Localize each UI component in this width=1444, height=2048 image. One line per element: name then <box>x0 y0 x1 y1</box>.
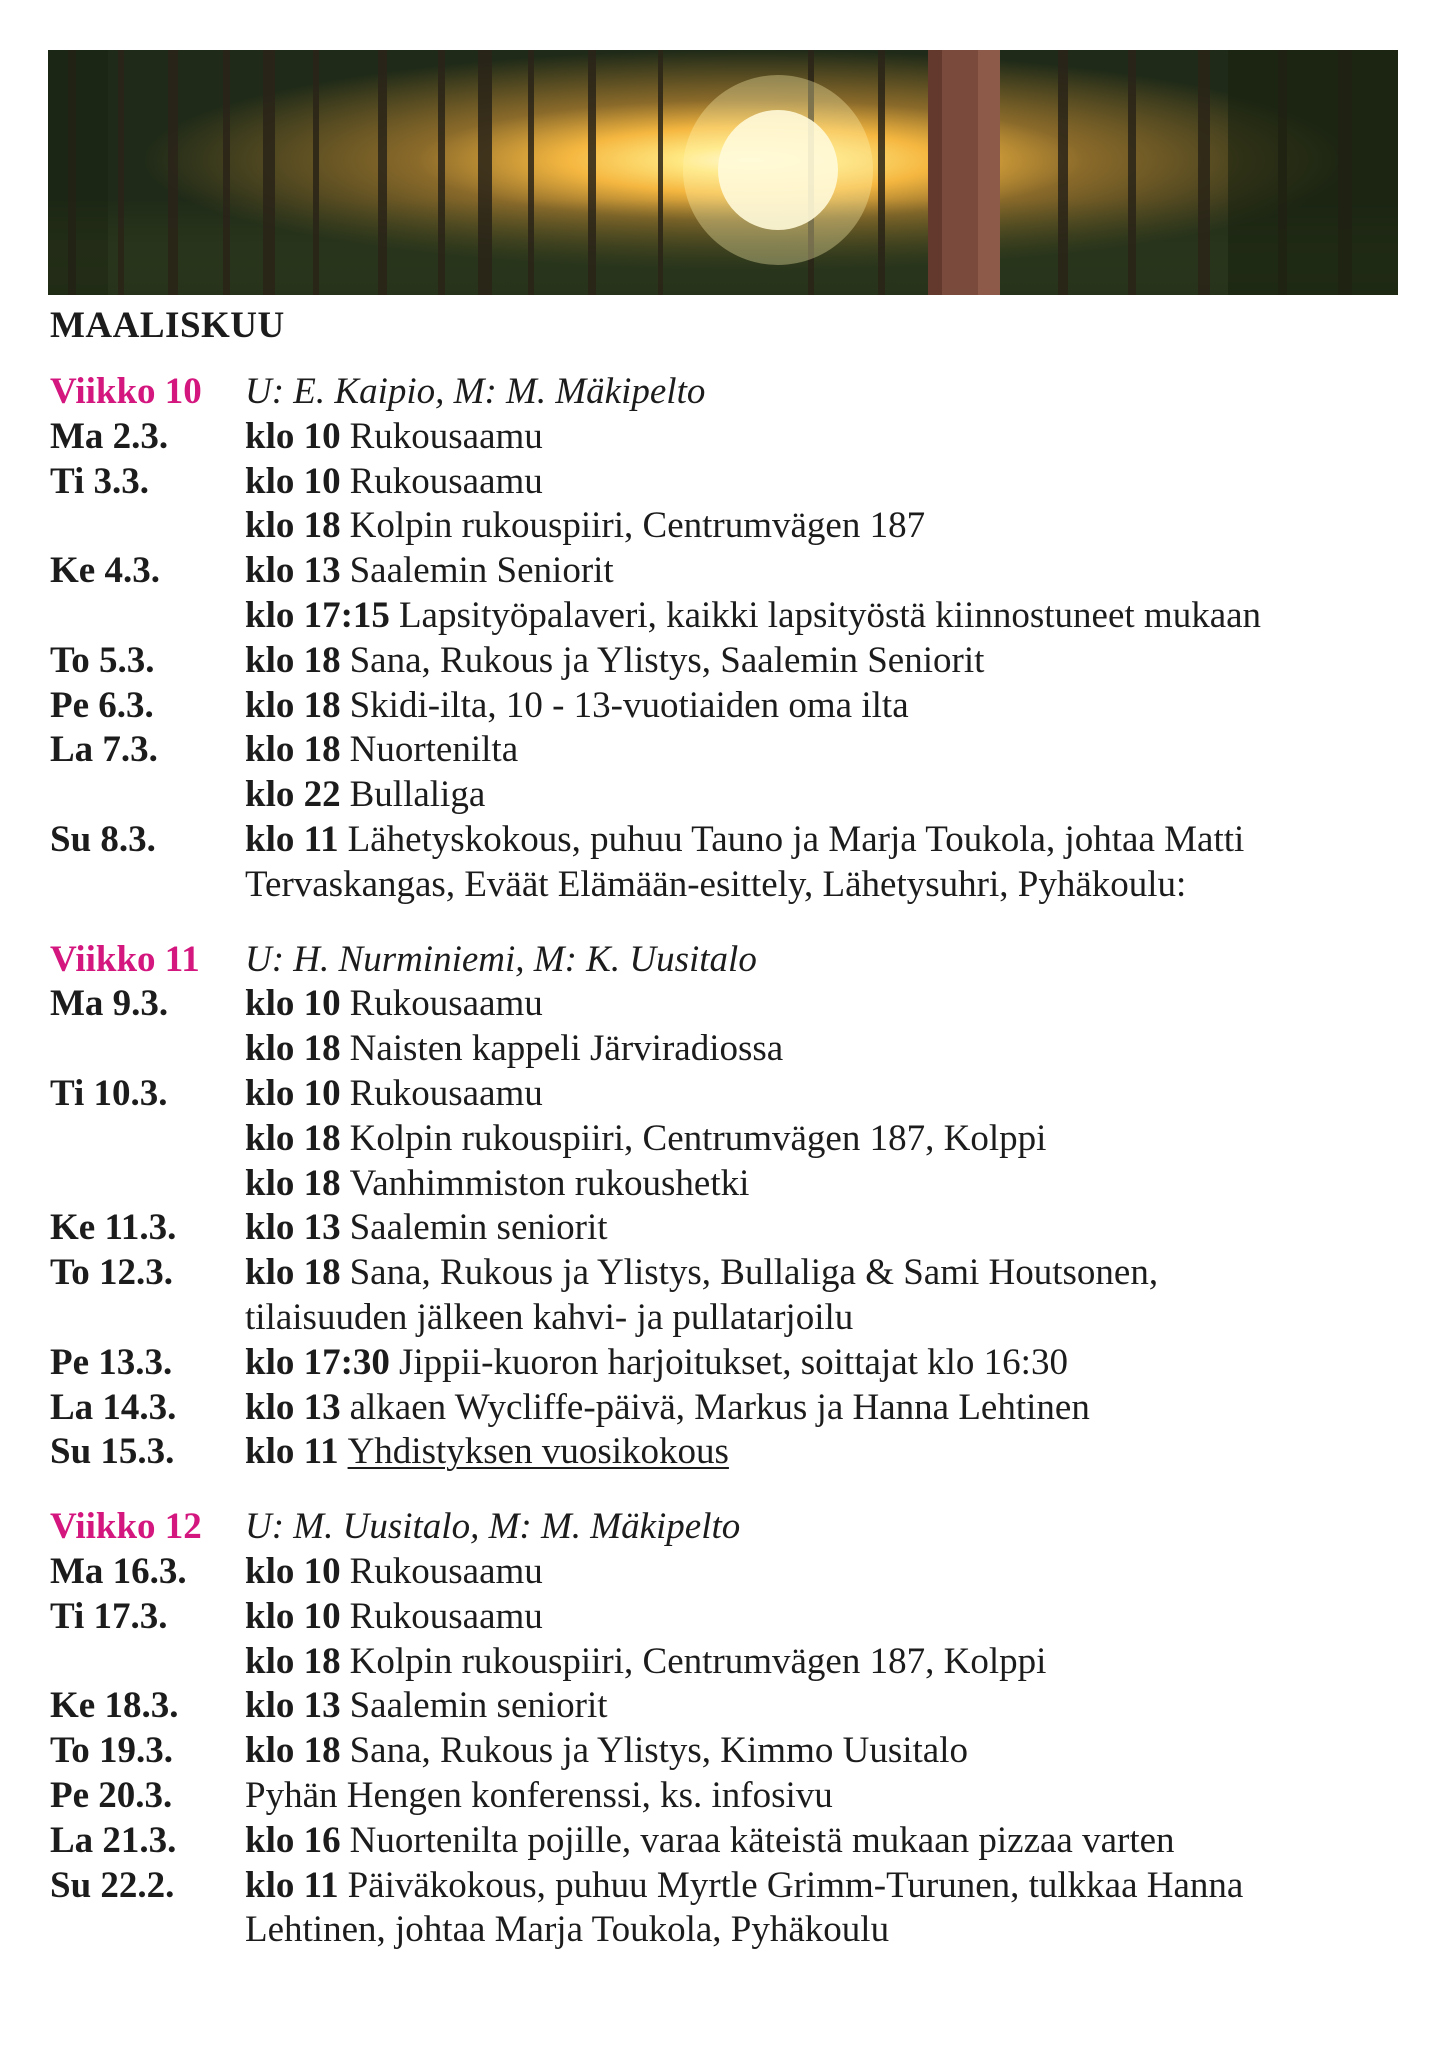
event-time: klo 17:15 <box>245 594 390 636</box>
event-link[interactable]: Yhdistyksen vuosikokous <box>347 1431 729 1473</box>
event-entry <box>245 1206 1410 1251</box>
event-entry <box>245 549 1410 594</box>
event-entry <box>245 818 1410 863</box>
day-label: To 12.3. <box>50 1252 174 1294</box>
event-time: klo 22 <box>245 774 341 816</box>
event-entry <box>245 1386 1410 1431</box>
week-block <box>50 1505 1410 1953</box>
event-text-continued: tilaisuuden jälkeen kahvi- ja pullatarjoilu <box>245 1296 854 1338</box>
event-row <box>50 1774 1410 1819</box>
event-time: klo 11 <box>245 1864 339 1906</box>
event-time: klo 13 <box>245 1207 341 1249</box>
week-block <box>50 938 1410 1476</box>
event-text: Rukousaamu <box>349 1595 543 1637</box>
event-text: alkaen Wycliffe-päivä, Markus ja Hanna Lehtinen <box>349 1386 1090 1428</box>
event-entry <box>245 1684 1410 1729</box>
event-row <box>50 982 1410 1027</box>
event-text: Lapsityöpalaveri, kaikki lapsityöstä kiinnostuneet mukaan <box>398 594 1262 636</box>
event-text: Sana, Rukous ja Ylistys, Kimmo Uusitalo <box>349 1730 968 1772</box>
week-label: Viikko 10 <box>50 371 202 412</box>
event-text: Saalemin Seniorit <box>349 550 614 592</box>
event-text: Rukousaamu <box>349 1550 543 1592</box>
event-row <box>50 1251 1410 1296</box>
week-header <box>50 370 1410 415</box>
day-label: To 19.3. <box>50 1730 174 1772</box>
event-row <box>50 504 1410 549</box>
day-label: Su 8.3. <box>50 818 156 860</box>
event-row <box>50 1595 1410 1640</box>
event-text: Jippii-kuoron harjoitukset, soittajat klo 16:30 <box>398 1341 1068 1383</box>
event-entry <box>245 1027 1410 1072</box>
event-time: klo 13 <box>245 550 341 592</box>
day-label: Ke 18.3. <box>50 1685 179 1727</box>
event-text: Sana, Rukous ja Ylistys, Saalemin Seniorit <box>349 639 985 681</box>
event-time: klo 10 <box>245 1072 341 1114</box>
event-entry <box>245 1819 1410 1864</box>
day-label: Ma 9.3. <box>50 983 169 1025</box>
event-entry <box>245 1640 1410 1685</box>
event-text-continued: Lehtinen, johtaa Marja Toukola, Pyhäkoulu <box>245 1909 890 1951</box>
day-label: Pe 20.3. <box>50 1774 173 1816</box>
event-time: klo 18 <box>245 729 341 771</box>
event-entry <box>245 1072 1410 1117</box>
event-time: klo 18 <box>245 1162 341 1204</box>
event-text: Skidi-ilta, 10 - 13-vuotiaiden oma ilta <box>349 684 909 726</box>
event-text: Saalemin seniorit <box>349 1207 608 1249</box>
event-time: klo 10 <box>245 1550 341 1592</box>
event-row <box>50 1386 1410 1431</box>
event-row <box>50 818 1410 863</box>
event-row <box>50 1430 1410 1475</box>
event-entry <box>245 415 1410 460</box>
event-row <box>50 1640 1410 1685</box>
event-time: klo 13 <box>245 1386 341 1428</box>
week-header <box>50 938 1410 983</box>
event-time: klo 18 <box>245 1252 341 1294</box>
day-label: La 21.3. <box>50 1819 177 1861</box>
event-entry <box>245 1729 1410 1774</box>
day-label: La 7.3. <box>50 729 158 771</box>
event-text: Kolpin rukouspiiri, Centrumvägen 187, Kolppi <box>349 1117 1047 1159</box>
day-label: Ti 3.3. <box>50 460 150 502</box>
event-row <box>50 1117 1410 1162</box>
event-row <box>50 1341 1410 1386</box>
event-entry <box>245 1864 1410 1909</box>
event-text: Rukousaamu <box>349 1072 543 1114</box>
event-time: klo 10 <box>245 415 341 457</box>
event-row <box>50 728 1410 773</box>
event-row <box>50 1072 1410 1117</box>
event-continuation-row <box>50 863 1410 908</box>
event-row <box>50 639 1410 684</box>
event-row <box>50 415 1410 460</box>
week-leaders: U: E. Kaipio, M: M. Mäkipelto <box>245 371 706 412</box>
event-time: klo 10 <box>245 1595 341 1637</box>
event-entry <box>245 639 1410 684</box>
event-time: klo 18 <box>245 1028 341 1070</box>
event-row <box>50 1027 1410 1072</box>
event-row <box>50 1206 1410 1251</box>
event-entry <box>245 1774 1410 1819</box>
event-row <box>50 1162 1410 1207</box>
event-time: klo 18 <box>245 505 341 547</box>
event-entry <box>245 1595 1410 1640</box>
month-title: MAALISKUU <box>50 305 285 346</box>
event-time: klo 11 <box>245 818 339 860</box>
day-label: Ti 10.3. <box>50 1072 168 1114</box>
event-row <box>50 1684 1410 1729</box>
event-time: klo 10 <box>245 983 341 1025</box>
day-label: Pe 6.3. <box>50 684 154 726</box>
event-text: Pyhän Hengen konferenssi, ks. infosivu <box>245 1774 833 1816</box>
event-text: Rukousaamu <box>349 983 543 1025</box>
week-block <box>50 370 1410 908</box>
event-time: klo 13 <box>245 1685 341 1727</box>
event-text: Rukousaamu <box>349 415 543 457</box>
event-text: Bullaliga <box>349 774 486 816</box>
event-entry <box>245 1117 1410 1162</box>
event-time: klo 17:30 <box>245 1341 390 1383</box>
day-label: Pe 13.3. <box>50 1341 173 1383</box>
event-row <box>50 594 1410 639</box>
event-text: Saalemin seniorit <box>349 1685 608 1727</box>
event-entry <box>245 684 1410 729</box>
week-leaders: U: M. Uusitalo, M: M. Mäkipelto <box>245 1506 741 1548</box>
event-text: Nuortenilta pojille, varaa käteistä mukaan pizzaa varten <box>349 1819 1175 1861</box>
schedule <box>50 370 1410 1983</box>
event-time: klo 18 <box>245 1640 341 1682</box>
event-time: klo 11 <box>245 1431 339 1473</box>
event-time: klo 18 <box>245 1117 341 1159</box>
event-entry <box>245 504 1410 549</box>
event-row <box>50 1550 1410 1595</box>
day-label: Ti 17.3. <box>50 1595 168 1637</box>
day-label: Ma 2.3. <box>50 415 169 457</box>
event-row <box>50 773 1410 818</box>
event-entry <box>245 1341 1410 1386</box>
event-entry <box>245 982 1410 1027</box>
event-text: Rukousaamu <box>349 460 543 502</box>
event-entry <box>245 594 1410 639</box>
event-text: Kolpin rukouspiiri, Centrumvägen 187, Kolppi <box>349 1640 1047 1682</box>
event-row <box>50 1819 1410 1864</box>
event-text: Vanhimmiston rukoushetki <box>349 1162 750 1204</box>
event-entry <box>245 1550 1410 1595</box>
event-entry <box>245 460 1410 505</box>
day-label: Ma 16.3. <box>50 1550 187 1592</box>
day-label: Su 22.2. <box>50 1864 175 1906</box>
day-label: Ke 11.3. <box>50 1207 177 1249</box>
event-text: Nuortenilta <box>349 729 519 771</box>
week-header <box>50 1505 1410 1550</box>
event-continuation-row <box>50 1296 1410 1341</box>
event-text: Naisten kappeli Järviradiossa <box>349 1028 784 1070</box>
event-entry <box>245 1162 1410 1207</box>
event-entry <box>245 1251 1410 1296</box>
event-row <box>50 460 1410 505</box>
event-time: klo 10 <box>245 460 341 502</box>
event-time: klo 16 <box>245 1819 341 1861</box>
day-label: Ke 4.3. <box>50 550 160 592</box>
event-time: klo 18 <box>245 1730 341 1772</box>
event-time: klo 18 <box>245 684 341 726</box>
event-row <box>50 684 1410 729</box>
event-row <box>50 1864 1410 1909</box>
week-label: Viikko 12 <box>50 1506 202 1548</box>
event-text: Sana, Rukous ja Ylistys, Bullaliga & Sami Houtsonen, <box>349 1252 1159 1294</box>
event-entry <box>245 773 1410 818</box>
event-text: Lähetyskokous, puhuu Tauno ja Marja Toukola, johtaa Matti <box>347 818 1245 860</box>
day-label: Su 15.3. <box>50 1431 175 1473</box>
event-time: klo 18 <box>245 639 341 681</box>
header-photo <box>48 50 1398 295</box>
event-row <box>50 549 1410 594</box>
event-row <box>50 1729 1410 1774</box>
event-text: Päiväkokous, puhuu Myrtle Grimm-Turunen, tulkkaa Hanna <box>347 1864 1244 1906</box>
forest-sunset-image <box>48 50 1398 295</box>
event-continuation-row <box>50 1908 1410 1953</box>
day-label: To 5.3. <box>50 639 155 681</box>
week-label: Viikko 11 <box>50 938 200 980</box>
week-leaders: U: H. Nurminiemi, M: K. Uusitalo <box>245 938 757 980</box>
event-text-continued: Tervaskangas, Eväät Elämään-esittely, Lähetysuhri, Pyhäkoulu: <box>245 863 1187 905</box>
event-entry <box>245 728 1410 773</box>
event-text: Kolpin rukouspiiri, Centrumvägen 187 <box>349 505 926 547</box>
day-label: La 14.3. <box>50 1386 177 1428</box>
event-entry <box>245 1430 1410 1475</box>
